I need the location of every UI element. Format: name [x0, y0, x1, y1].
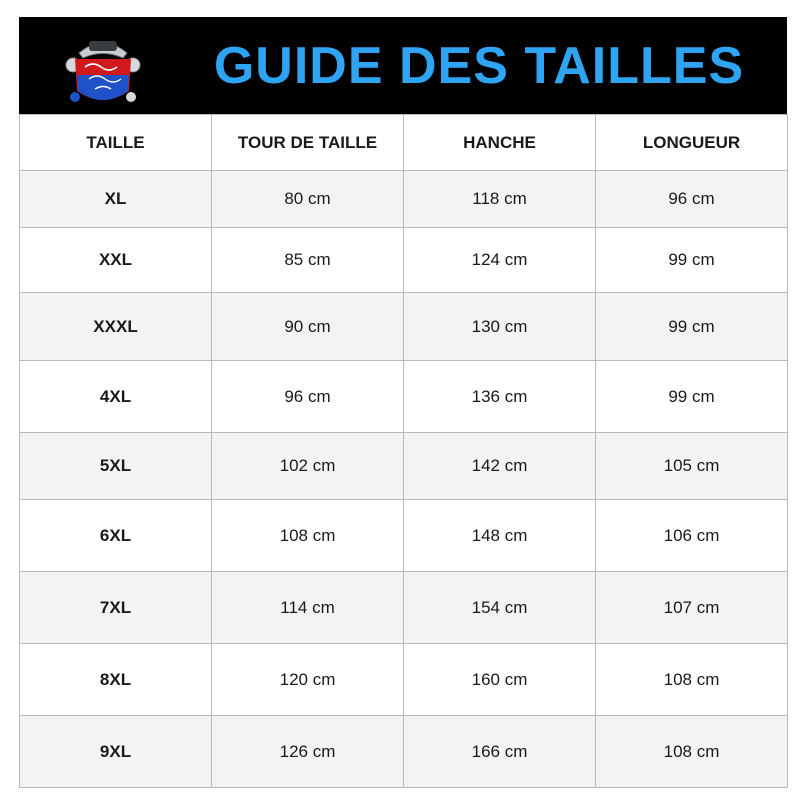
waist-cell: 85 cm	[212, 228, 404, 293]
size-cell: 6XL	[20, 500, 212, 572]
table-row	[20, 171, 788, 228]
header-banner	[19, 17, 787, 114]
length-cell: 108 cm	[596, 716, 788, 788]
hip-cell: 142 cm	[404, 433, 596, 500]
length-cell: 99 cm	[596, 293, 788, 361]
hip-cell: 124 cm	[404, 228, 596, 293]
size-cell: 8XL	[20, 644, 212, 716]
hip-cell: 166 cm	[404, 716, 596, 788]
length-cell: 99 cm	[596, 361, 788, 433]
hip-cell: 136 cm	[404, 361, 596, 433]
column-header-hanche: HANCHE	[404, 115, 596, 171]
table-row	[20, 293, 788, 361]
column-header-tour-de-taille: TOUR DE TAILLE	[212, 115, 404, 171]
waist-cell: 114 cm	[212, 572, 404, 644]
size-cell: XXXL	[20, 293, 212, 361]
length-cell: 107 cm	[596, 572, 788, 644]
size-cell: 9XL	[20, 716, 212, 788]
hip-cell: 148 cm	[404, 500, 596, 572]
length-cell: 99 cm	[596, 228, 788, 293]
length-cell: 106 cm	[596, 500, 788, 572]
table-row	[20, 644, 788, 716]
length-cell: 108 cm	[596, 644, 788, 716]
table-row	[20, 433, 788, 500]
hip-cell: 154 cm	[404, 572, 596, 644]
waist-cell: 102 cm	[212, 433, 404, 500]
size-cell: 7XL	[20, 572, 212, 644]
waist-cell: 96 cm	[212, 361, 404, 433]
size-cell: 5XL	[20, 433, 212, 500]
table-row	[20, 361, 788, 433]
size-cell: XL	[20, 171, 212, 228]
brand-logo-icon	[65, 31, 141, 111]
column-header-taille: TAILLE	[20, 115, 212, 171]
column-header-longueur: LONGUEUR	[596, 115, 788, 171]
size-guide	[19, 17, 787, 787]
table-row	[20, 716, 788, 788]
hip-cell: 160 cm	[404, 644, 596, 716]
waist-cell: 80 cm	[212, 171, 404, 228]
waist-cell: 90 cm	[212, 293, 404, 361]
page-title: GUIDE DES TAILLES	[213, 36, 745, 95]
length-cell: 105 cm	[596, 433, 788, 500]
table-header-row	[20, 115, 788, 171]
table-row	[20, 500, 788, 572]
table-row	[20, 228, 788, 293]
hip-cell: 130 cm	[404, 293, 596, 361]
size-cell: 4XL	[20, 361, 212, 433]
size-cell: XXL	[20, 228, 212, 293]
length-cell: 96 cm	[596, 171, 788, 228]
hip-cell: 118 cm	[404, 171, 596, 228]
table-row	[20, 572, 788, 644]
waist-cell: 108 cm	[212, 500, 404, 572]
waist-cell: 126 cm	[212, 716, 404, 788]
size-table	[19, 114, 788, 788]
waist-cell: 120 cm	[212, 644, 404, 716]
